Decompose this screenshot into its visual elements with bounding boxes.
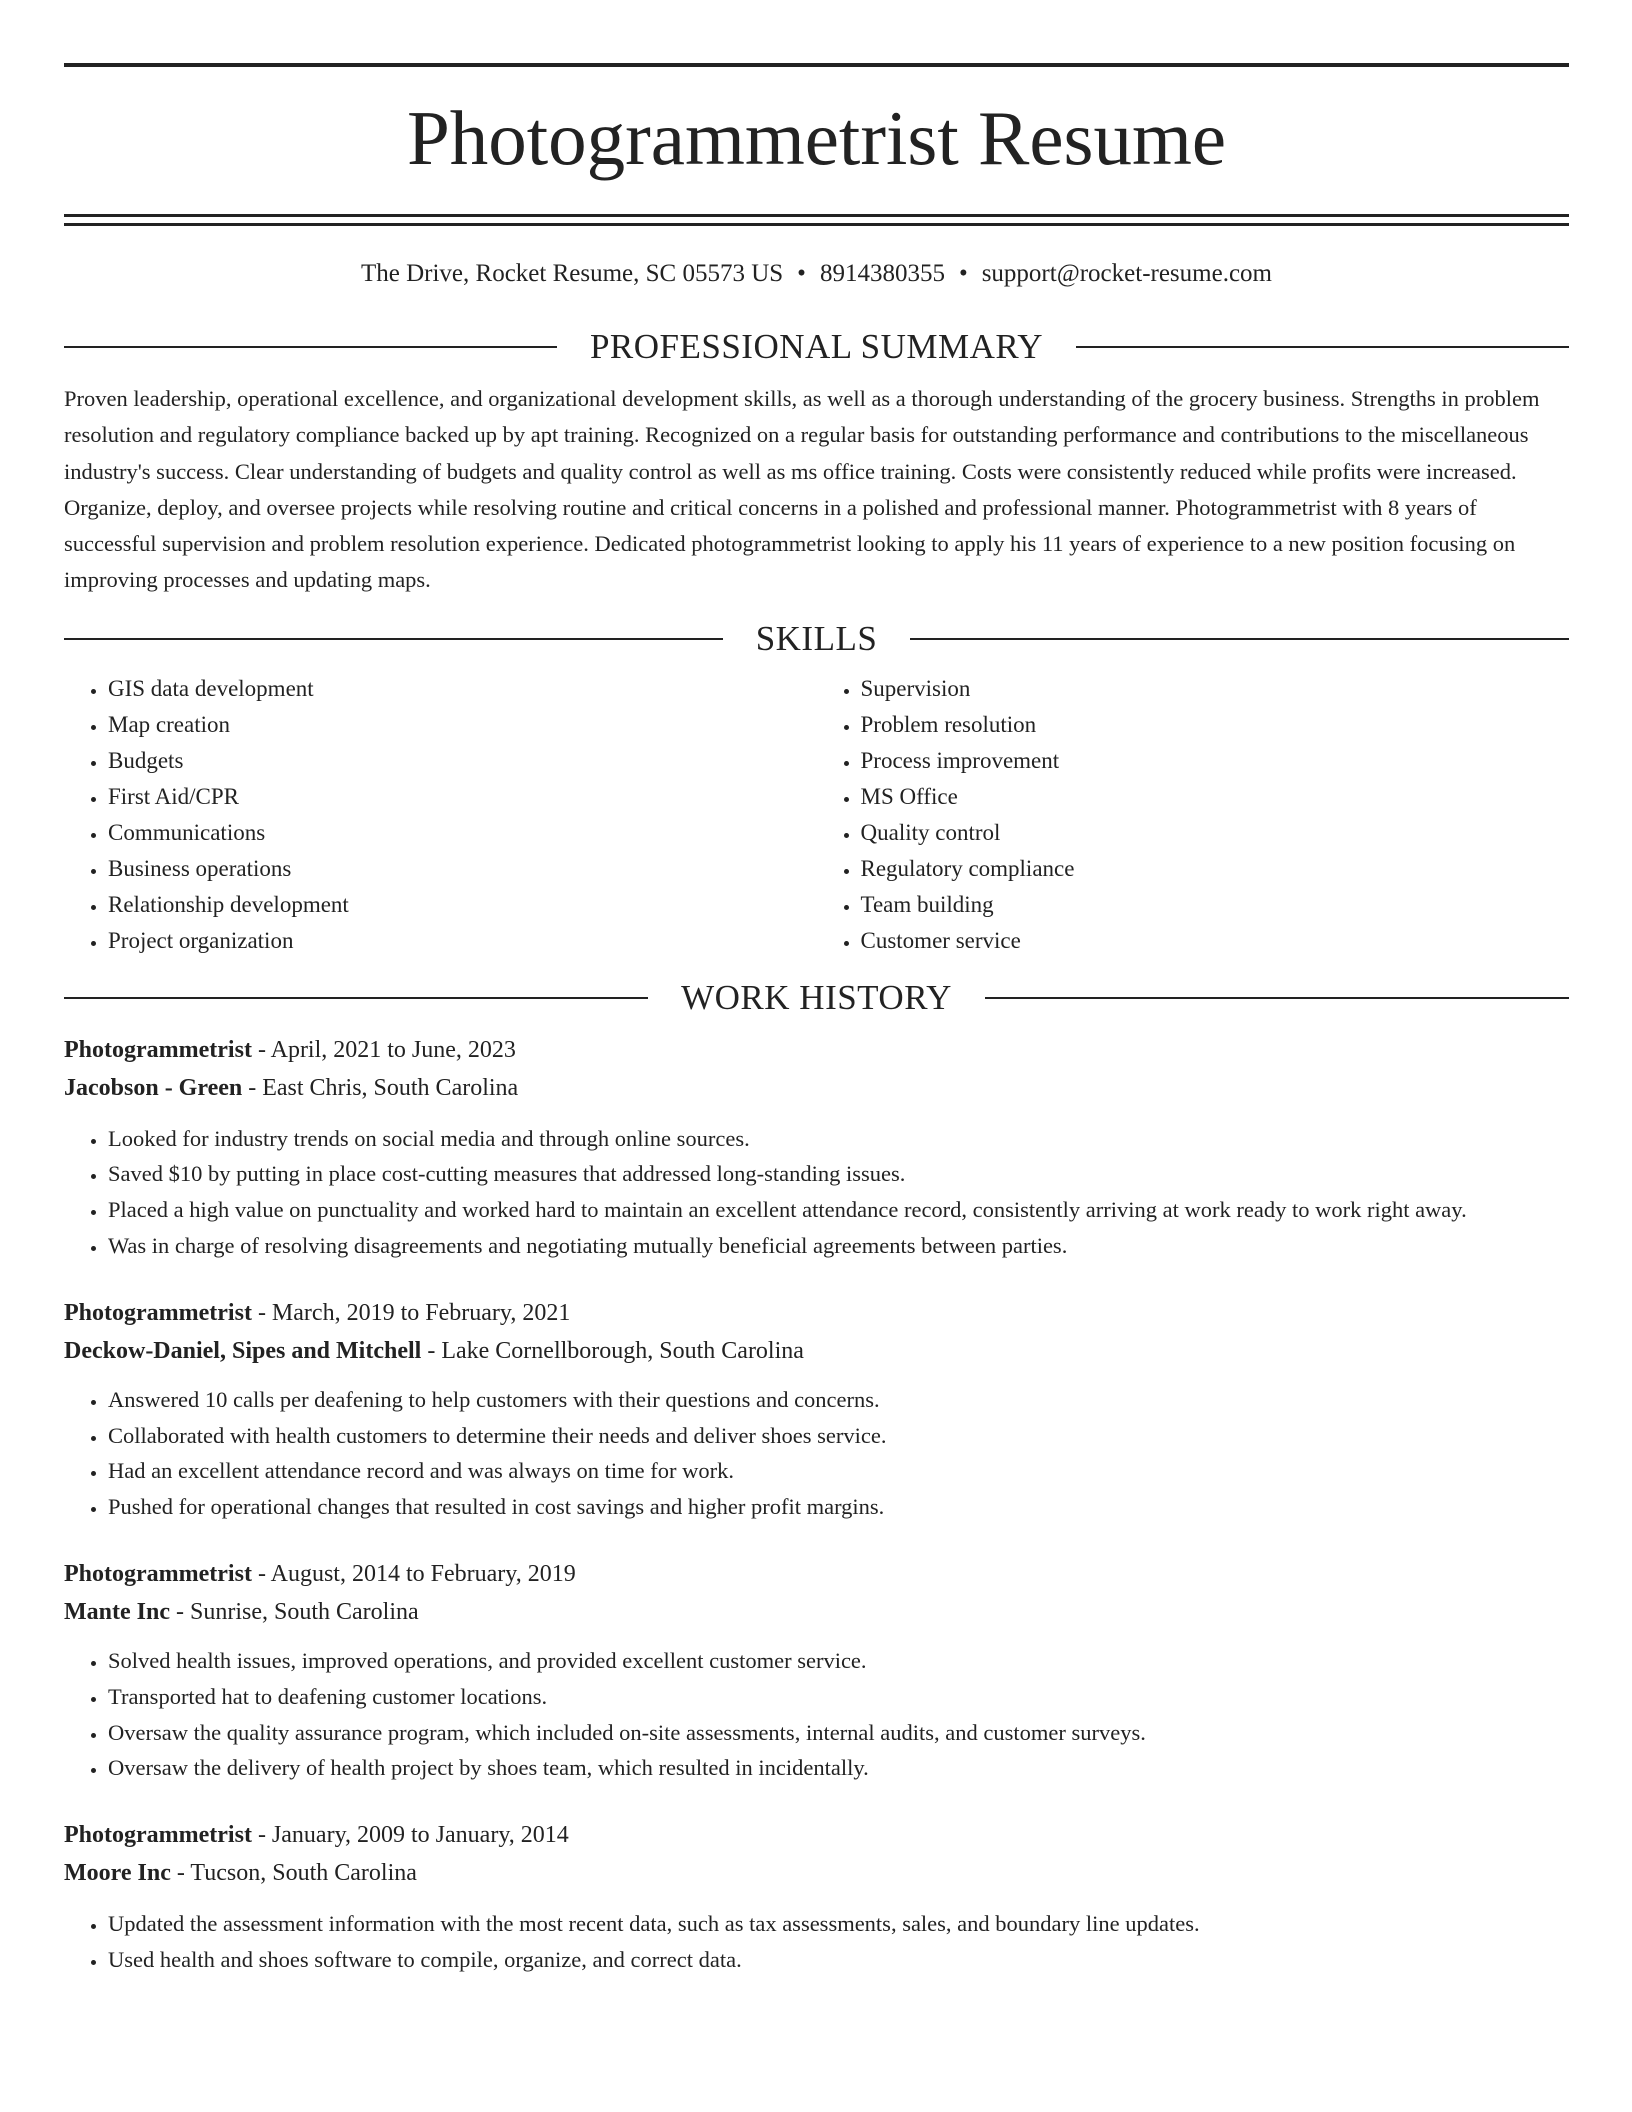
section-rule-left [64,638,723,640]
skills-list [64,671,1569,960]
job-company-line [64,1593,1569,1631]
job-location: - East Chris, South Carolina [242,1074,519,1101]
job-bullet: • Transported hat to deafening customer locations. [108,1679,1569,1715]
job-entry [64,1031,1569,1264]
work-heading: WORK HISTORY [681,977,952,1017]
skill-item: • Business operations [108,851,817,887]
contact-address: The Drive, Rocket Resume, SC 05573 US [360,260,784,287]
skills-column-right [817,671,1570,960]
skill-item: • Problem resolution [861,707,1570,743]
skills-heading: SKILLS [755,618,878,658]
job-bullet: • Pushed for operational changes that resulted in cost savings and higher profit margins. [108,1489,1569,1525]
skill-item: • Map creation [108,707,817,743]
skill-item: • Team building [861,887,1570,923]
section-rule-right [1076,346,1569,348]
job-bullets [64,1643,1569,1786]
contact-phone: 8914380355 [819,260,945,287]
job-company: Mante Inc [64,1598,170,1625]
job-bullets [64,1382,1569,1525]
skill-item: • MS Office [861,779,1570,815]
skills-section-header [64,619,1569,659]
job-role: Photogrammetrist [64,1560,252,1587]
job-bullet: • Looked for industry trends on social media and through online sources. [108,1121,1569,1157]
job-company-line [64,1332,1569,1370]
job-dates: - August, 2014 to February, 2019 [251,1560,576,1587]
job-role-line [64,1294,1569,1332]
work-history [64,1031,1569,1978]
job-role-line [64,1031,1569,1069]
job-bullet: • Collaborated with health customers to determine their needs and deliver shoes service. [108,1418,1569,1454]
skill-item: • Supervision [861,671,1570,707]
job-company-line [64,1069,1569,1107]
job-bullet: • Oversaw the delivery of health project by shoes team, which resulted in incidentally. [108,1750,1569,1786]
job-location: - Tucson, South Carolina [170,1860,417,1887]
work-section-header [64,978,1569,1018]
job-company-line [64,1854,1569,1892]
resume-page [64,63,1569,1978]
contact-separator: • [797,260,806,287]
summary-text: Proven leadership, operational excellence, and organizational development skills, as well as a thorough understanding of the grocery business. Strengths in problem resolution and regulatory compliance backed up by apt training. Recognized on a regular basis for outstanding performance and contributions to the miscellaneous industry's success. Clear understanding of budgets and quality control as well as ms office training. Costs were consistently reduced while profits were increased. Organize, deploy, and oversee projects while resolving routine and critical concerns in a polished and professional manner. Photogrammetrist with 8 years of successful supervision and problem resolution experience. Dedicated photogrammetrist looking to apply his 11 years of experience to a new position focusing on improving processes and updating maps. [64,386,1540,593]
section-rule-right [985,997,1569,999]
contact-email: support@rocket-resume.com [981,260,1272,287]
skill-item: • Customer service [861,923,1570,959]
job-dates: - April, 2021 to June, 2023 [251,1036,516,1063]
job-bullet: • Had an excellent attendance record and was always on time for work. [108,1453,1569,1489]
job-dates: - March, 2019 to February, 2021 [251,1299,571,1326]
page-title: Photogrammetrist Resume [406,95,1227,181]
job-role-line [64,1816,1569,1854]
skill-item: • GIS data development [108,671,817,707]
top-rule [64,63,1569,67]
job-bullet: • Answered 10 calls per deafening to help customers with their questions and concerns. [108,1382,1569,1418]
job-bullets [64,1121,1569,1264]
skill-item: • Process improvement [861,743,1570,779]
section-rule-left [64,346,557,348]
job-dates: - January, 2009 to January, 2014 [251,1822,569,1849]
job-bullets [64,1906,1569,1978]
contact-line [64,258,1569,290]
job-role: Photogrammetrist [64,1822,252,1849]
job-bullet: • Updated the assessment information with the most recent data, such as tax assessments, sales, and boundary line updates. [108,1906,1569,1942]
job-bullet: • Saved $10 by putting in place cost-cutting measures that addressed long-standing issues. [108,1156,1569,1192]
job-location: - Lake Cornellborough, South Carolina [421,1337,804,1364]
job-company: Deckow-Daniel, Sipes and Mitchell [64,1337,422,1364]
job-bullet: • Solved health issues, improved operations, and provided excellent customer service. [108,1643,1569,1679]
job-bullet: • Used health and shoes software to compile, organize, and correct data. [108,1942,1569,1978]
skill-item: • Regulatory compliance [861,851,1570,887]
contact-separator: • [958,260,968,287]
job-role: Photogrammetrist [64,1036,252,1063]
skill-item: • First Aid/CPR [108,779,817,815]
skill-item: • Communications [108,815,817,851]
summary-section-header [64,327,1569,367]
job-role-line [64,1555,1569,1593]
job-entry [64,1294,1569,1525]
section-rule-right [910,638,1569,640]
job-role: Photogrammetrist [64,1299,252,1326]
skill-item: • Quality control [861,815,1570,851]
section-rule-left [64,997,648,999]
job-bullet: • Oversaw the quality assurance program, which included on-site assessments, internal audits, and customer surveys. [108,1715,1569,1751]
skill-item: • Budgets [108,743,817,779]
summary-heading: PROFESSIONAL SUMMARY [589,327,1044,366]
title-double-rule [64,214,1569,226]
job-bullet: • Placed a high value on punctuality and worked hard to maintain an excellent attendance record, consistently arriving at work ready to work right away. [108,1192,1569,1228]
job-company: Jacobson - Green [64,1074,243,1101]
job-company: Moore Inc [64,1860,171,1887]
job-entry [64,1816,1569,1978]
job-location: - Sunrise, South Carolina [169,1598,419,1625]
job-entry [64,1555,1569,1786]
skill-item: • Relationship development [108,887,817,923]
skill-item: • Project organization [108,923,817,959]
job-bullet: • Was in charge of resolving disagreements and negotiating mutually beneficial agreements between parties. [108,1228,1569,1264]
skills-column-left [64,671,817,960]
